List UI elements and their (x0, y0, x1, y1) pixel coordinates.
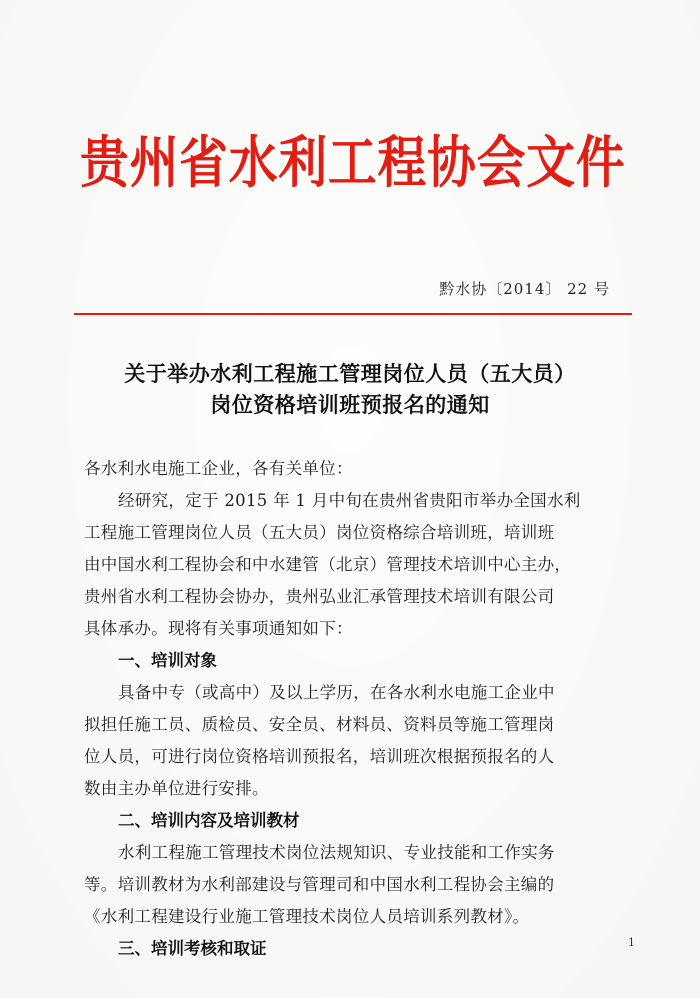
document-header-title: 贵州省水利工程协会文件 (80, 130, 626, 196)
intro-line: 具体承办。现将有关事项通知如下： (84, 619, 353, 638)
section1-line: 拟担任施工员、质检员、安全员、材料员、资料员等施工管理岗 (84, 715, 555, 734)
section-heading-training-targets: 一、培训对象 (118, 651, 217, 670)
intro-line: 贵州省水利工程协会协办，贵州弘业汇承管理技术培训有限公司 (84, 587, 555, 606)
section1-line: 数由主办单位进行安排。 (84, 779, 269, 798)
page-number: 1 (628, 936, 635, 949)
header-red-rule (74, 313, 632, 315)
intro-line: 由中国水利工程协会和中水建管（北京）管理技术培训中心主办， (84, 555, 572, 574)
section1-line: 位人员，可进行岗位资格培训预报名，培训班次根据预报名的人 (84, 747, 555, 766)
document-number: 黔水协〔2014〕 22 号 (439, 280, 610, 298)
section1-line: 具备中专（或高中）及以上学历，在各水利水电施工企业中 (118, 683, 555, 702)
section2-line: 等。培训教材为水利部建设与管理司和中国水利工程协会主编的 (84, 875, 555, 894)
section-heading-assessment: 三、培训考核和取证 (118, 939, 267, 958)
intro-line: 工程施工管理岗位人员（五大员）岗位资格综合培训班，培训班 (84, 523, 555, 542)
notice-title-line2: 岗位资格培训班预报名的通知 (210, 392, 490, 417)
section2-line: 《水利工程建设行业施工管理技术岗位人员培训系列教材》。 (84, 907, 530, 926)
notice-title-line1: 关于举办水利工程施工管理岗位人员（五大员） (124, 361, 576, 386)
salutation: 各水利水电施工企业，各有关单位： (84, 459, 353, 478)
section-heading-training-content: 二、培训内容及培训教材 (118, 811, 300, 830)
section2-line: 水利工程施工管理技术岗位法规知识、专业技能和工作实务 (118, 843, 555, 862)
intro-line: 经研究，定于 2015 年 1 月中旬在贵州省贵阳市举办全国水利 (118, 491, 581, 510)
